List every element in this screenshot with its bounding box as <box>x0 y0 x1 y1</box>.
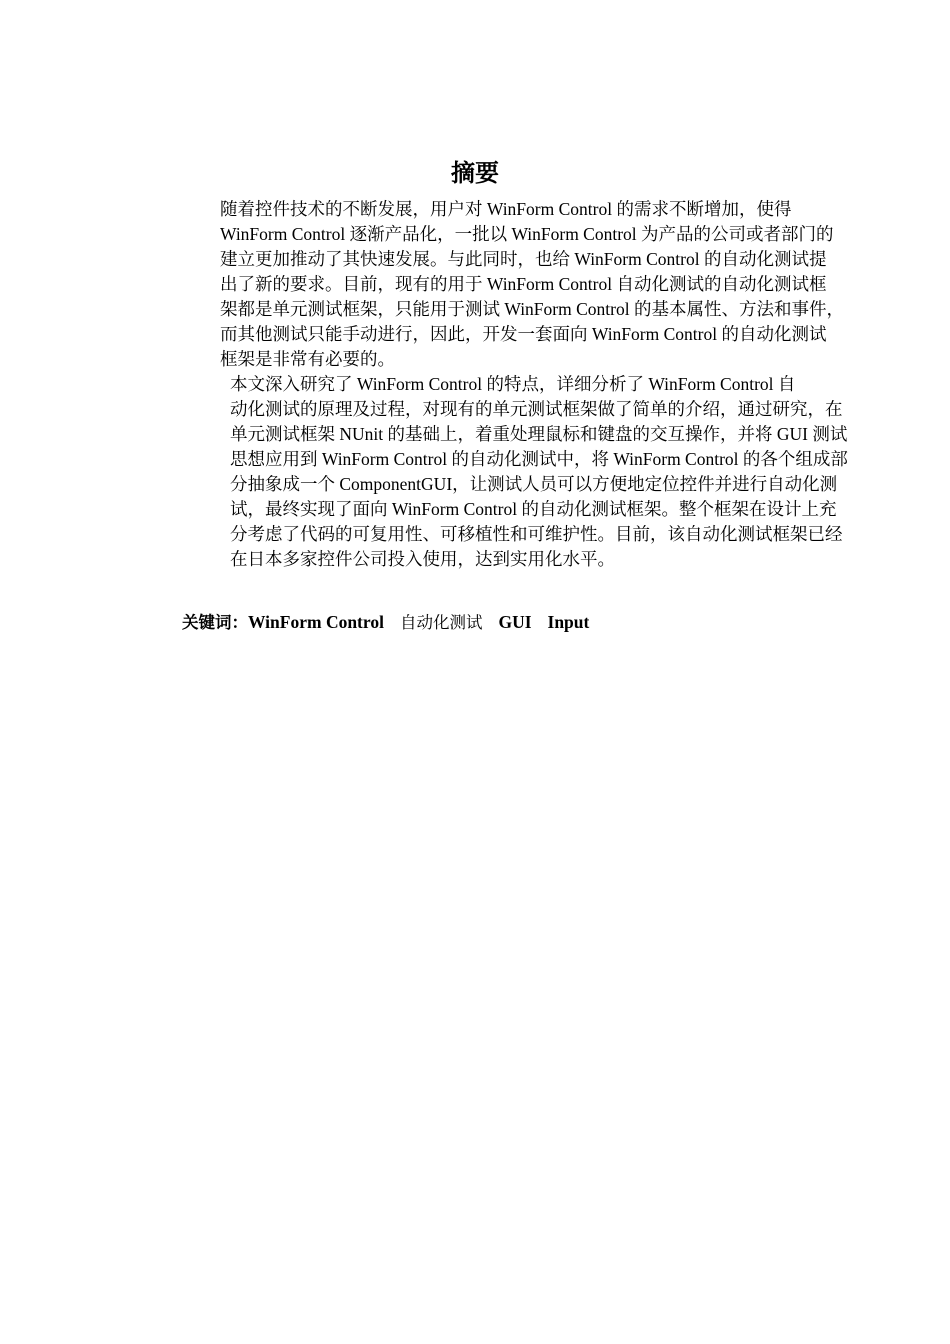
keywords-label: 关键词： <box>182 613 248 632</box>
keywords-line <box>182 610 605 635</box>
paragraph-line: 分抽象成一个 ComponentGUI，让测试人员可以方便地定位控件并进行自动化测 <box>230 474 838 494</box>
keyword-item: GUI <box>498 612 532 632</box>
paragraph-line: 随着控件技术的不断发展，用户对 WinForm Control 的需求不断增加，使得 <box>220 199 792 219</box>
paragraph-line: 试，最终实现了面向 WinForm Control 的自动化测试框架。整个框架在设计上充 <box>230 499 837 519</box>
keyword-item: WinForm Control <box>248 612 384 632</box>
paragraph-line: 架都是单元测试框架，只能用于测试 WinForm Control 的基本属性、方法和事件， <box>220 299 844 319</box>
keyword-item: Input <box>547 612 590 632</box>
paragraph-line: WinForm Control 逐渐产品化，一批以 WinForm Control 为产品的公司或者部门的 <box>220 224 834 244</box>
paragraph-line: 分考虑了代码的可复用性、可移植性和可维护性。目前，该自动化测试框架已经 <box>230 524 843 544</box>
paragraph-line: 框架是非常有必要的。 <box>220 349 395 369</box>
abstract-title: 摘要 <box>451 159 499 187</box>
abstract-paragraph-1 <box>182 197 860 372</box>
paragraph-line: 本文深入研究了 WinForm Control 的特点，详细分析了 WinForm Control 自 <box>230 374 796 394</box>
paragraph-line: 在日本多家控件公司投入使用，达到实用化水平。 <box>230 549 615 569</box>
paragraph-line: 建立更加推动了其快速发展。与此同时，也给 WinForm Control 的自动化测试提 <box>220 249 827 269</box>
paragraph-line: 而其他测试只能手动进行，因此，开发一套面向 WinForm Control 的自动化测试 <box>220 324 827 344</box>
paragraph-line: 思想应用到 WinForm Control 的自动化测试中，将 WinForm Control 的各个组成部 <box>230 449 848 469</box>
abstract-body <box>182 197 860 572</box>
paragraph-line: 出了新的要求。目前，现有的用于 WinForm Control 自动化测试的自动化测试框 <box>220 274 827 294</box>
abstract-paragraph-2 <box>182 372 860 572</box>
keyword-item: 自动化测试 <box>399 613 483 632</box>
paragraph-line: 动化测试的原理及过程，对现有的单元测试框架做了简单的介绍，通过研究，在 <box>230 399 843 419</box>
paragraph-line: 单元测试框架 NUnit 的基础上，着重处理鼠标和键盘的交互操作，并将 GUI 测试 <box>230 424 848 444</box>
